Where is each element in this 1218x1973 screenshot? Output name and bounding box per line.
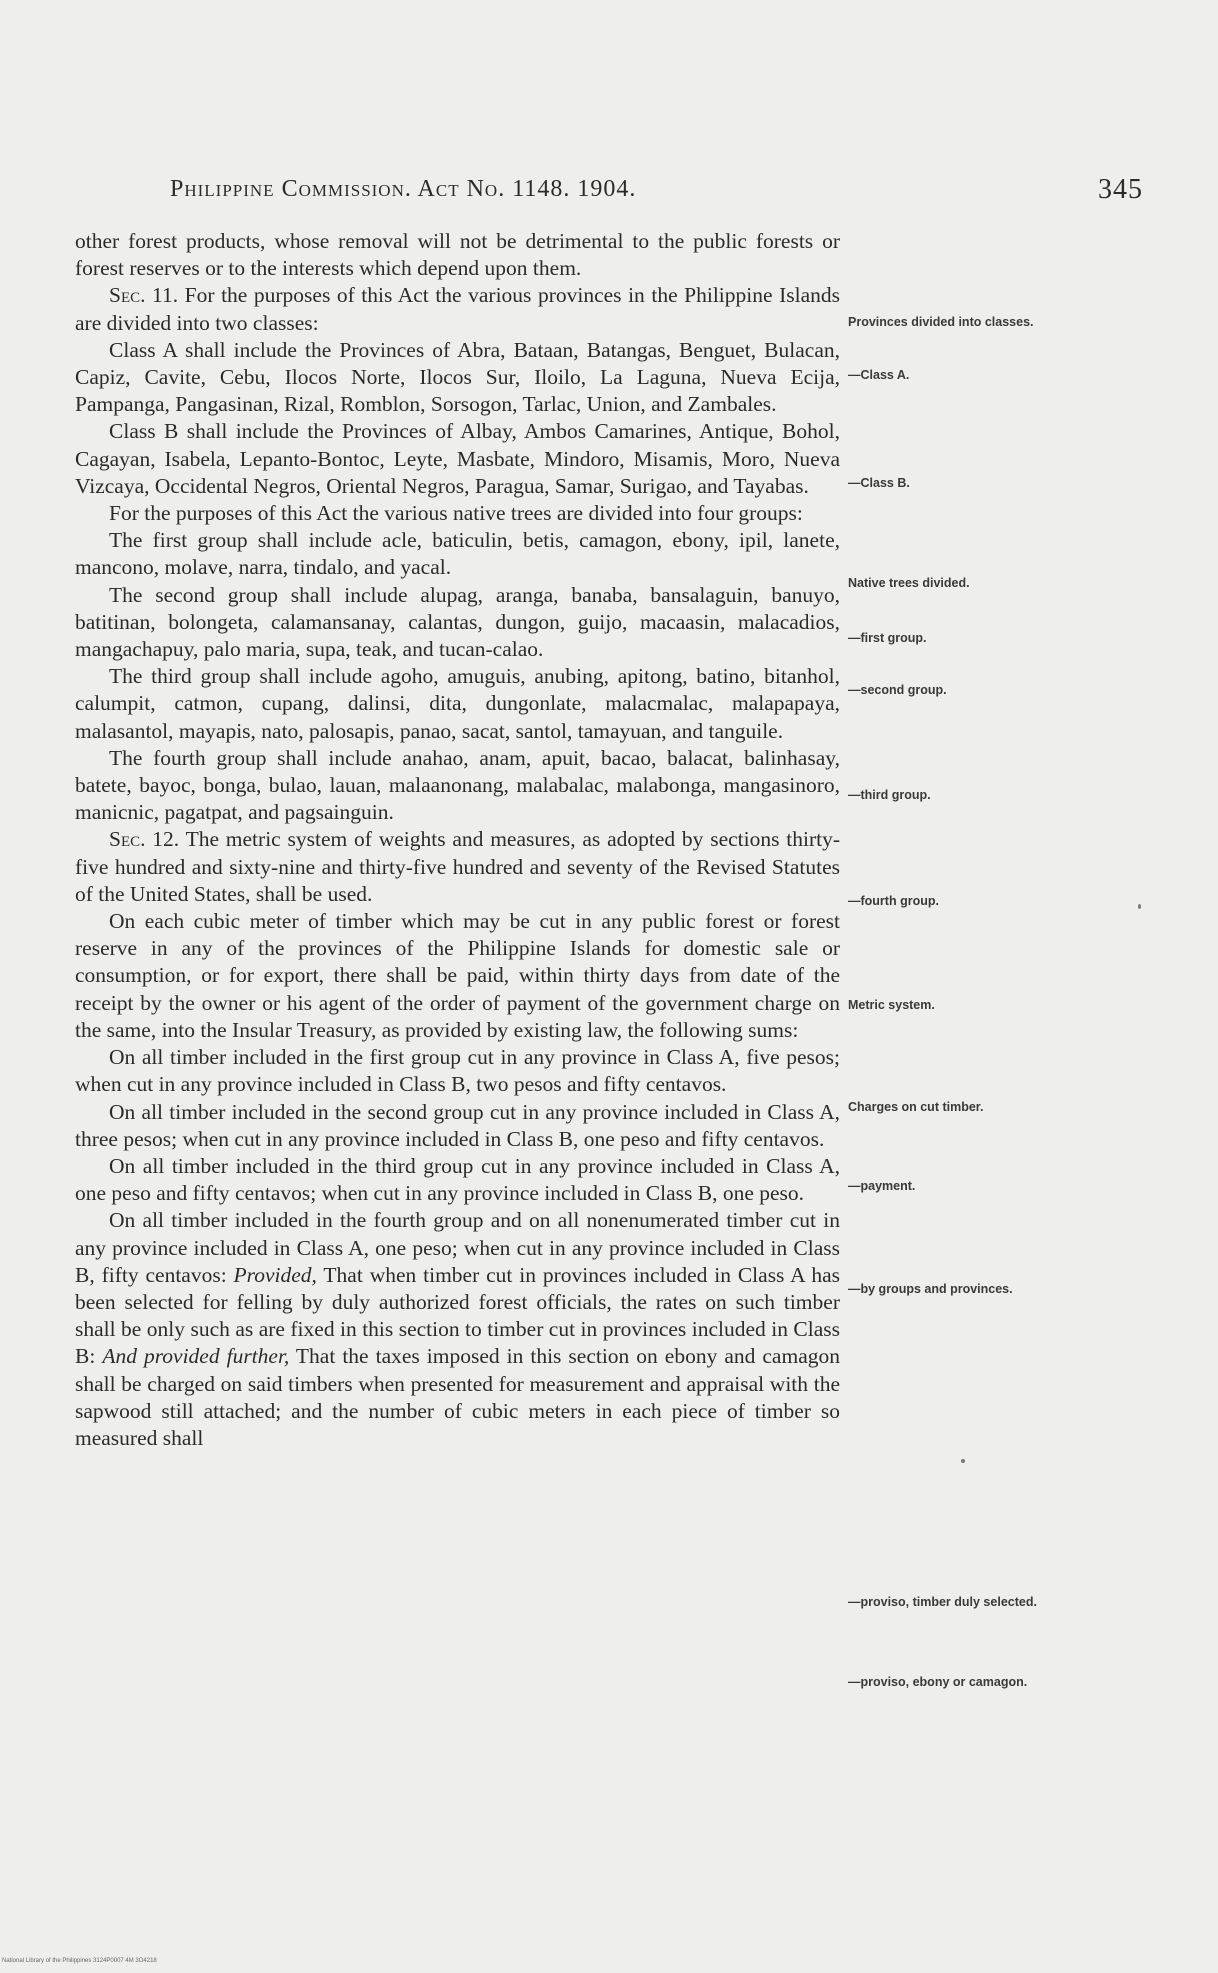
margin-note: —payment. xyxy=(848,1179,916,1193)
paragraph: The second group shall include alupag, aranga, banaba, bansalaguin, banuyo, batitinan, bolongeta, calamansanay, calantas, dungon, guijo, macaasin, malacadios, mangachapuy, palo maria, supa, teak, and tucan-calao. xyxy=(75,582,840,662)
paragraph: Class A shall include the Provinces of Abra, Bataan, Batangas, Benguet, Bulacan, Capiz, Cavite, Cebu, Ilocos Norte, Ilocos Sur, Iloilo, La Laguna, Nueva Ecija, Pampanga, Pangasinan, Rizal, Romblon, Sorsogon, Tarlac, Union, and Zambales. xyxy=(75,337,840,417)
paragraph: On all timber included in the first group cut in any province in Class A, five pesos; when cut in any province included in Class B, two pesos and fifty centavos. xyxy=(75,1045,840,1097)
paragraph: The fourth group shall include anahao, anam, apuit, bacao, balacat, balinhasay, batete, bayoc, bonga, bulao, lauan, malaanonang, malabalac, malabonga, mangasinoro, manicnic, pagatpat, and pagsainguin. xyxy=(75,745,840,825)
section-label: Sec. 11. xyxy=(109,283,179,308)
margin-note: —second group. xyxy=(848,683,947,697)
margin-note: —Class A. xyxy=(848,368,910,382)
paragraph: The third group shall include agoho, amuguis, anubing, apitong, batino, bitanhol, calumpit, catmon, cupang, dalinsi, dita, dungonlate, malacmalac, malapapaya, malasantol, mayapis, nato, palosapis, panao, sacat, santol, tamayuan, and tanguile. xyxy=(75,664,840,743)
margin-note: —third group. xyxy=(848,788,931,802)
paragraph: For the purposes of this Act the various native trees are divided into four groups: xyxy=(109,501,803,526)
scan-speck xyxy=(1138,904,1141,909)
margin-note: Metric system. xyxy=(848,998,935,1012)
running-head: Philippine Commission. Act No. 1148. 1904. xyxy=(170,176,637,202)
paragraph: The first group shall include acle, baticulin, betis, camagon, ebony, ipil, lanete, mancono, molave, narra, tindalo, and yacal. xyxy=(75,528,840,580)
paragraph: On all timber included in the second group cut in any province included in Class A, three pesos; when cut in any province included in Class B, one peso and fifty centavos. xyxy=(75,1099,840,1151)
paragraph: Sec. 12. The metric system of weights and measures, as adopted by sections thirty-five hundred and sixty-nine and thirty-five hundred and seventy of the Revised Statutes of the United States, shall be used. xyxy=(75,827,841,906)
margin-note: Native trees divided. xyxy=(848,576,970,590)
section-label: Sec. 12. xyxy=(109,827,180,852)
paragraph: Sec. 11. For the purposes of this Act the various provinces in the Philippine Islands are divided into two classes: xyxy=(75,283,840,335)
paragraph: Class B shall include the Provinces of Albay, Ambos Camarines, Antique, Bohol, Cagayan, Isabela, Lepanto-Bontoc, Leyte, Masbate, Mindoro, Misamis, Moro, Nueva Vizcaya, Occidental Negros, Oriental Negros, Paragua, Samar, Surigao, and Tayabas. xyxy=(75,419,840,498)
paragraph: other forest products, whose removal will not be detrimental to the public forests or forest reserves or to the interests which depend upon them. xyxy=(75,229,840,281)
page-number: 345 xyxy=(1098,174,1143,205)
margin-note: Provinces divided into classes. xyxy=(848,315,1034,329)
scan-footer: National Library of the Philippines 3124P0007 4M 3O4218 xyxy=(2,1958,157,1964)
scan-speck xyxy=(961,1459,965,1463)
margin-note: —fourth group. xyxy=(848,894,939,908)
margin-note: —by groups and provinces. xyxy=(848,1282,1013,1296)
margin-note: —proviso, ebony or camagon. xyxy=(848,1675,1028,1689)
margin-note: —proviso, timber duly selected. xyxy=(848,1595,1037,1609)
margin-note: Charges on cut timber. xyxy=(848,1100,984,1114)
body-text xyxy=(75,228,840,1452)
paragraph: On each cubic meter of timber which may be cut in any public forest or forest reserve in any of the provinces of the Philippine Islands for domestic sale or consumption, or for export, there shall be paid, within thirty days from date of the receipt by the owner or his agent of the order of payment of the government charge on the same, into the Insular Treasury, as provided by existing law, the following sums: xyxy=(75,909,840,1042)
paragraph: On all timber included in the third group cut in any province included in Class A, one peso and fifty centavos; when cut in any province included in Class B, one peso. xyxy=(75,1153,840,1206)
margin-note: —first group. xyxy=(848,631,927,645)
margin-note: —Class B. xyxy=(848,476,910,490)
paragraph: On all timber included in the fourth group and on all nonenumerated timber cut in any province included in Class A, one peso; when cut in any province included in Class B, fifty centavos: Provided, That when timber cut in provinces included in Class A has been selected for felling by duly authorized forest officials, the rates on such timber shall be only such as are fixed in this section to timber cut in provinces included in Class B: And provided further, That the taxes imposed in this section on ebony and camagon shall be charged on said timbers when presented for measurement and appraisal with the sapwood still attached; and the number of cubic meters in each piece of timber so measured shall xyxy=(75,1208,840,1450)
